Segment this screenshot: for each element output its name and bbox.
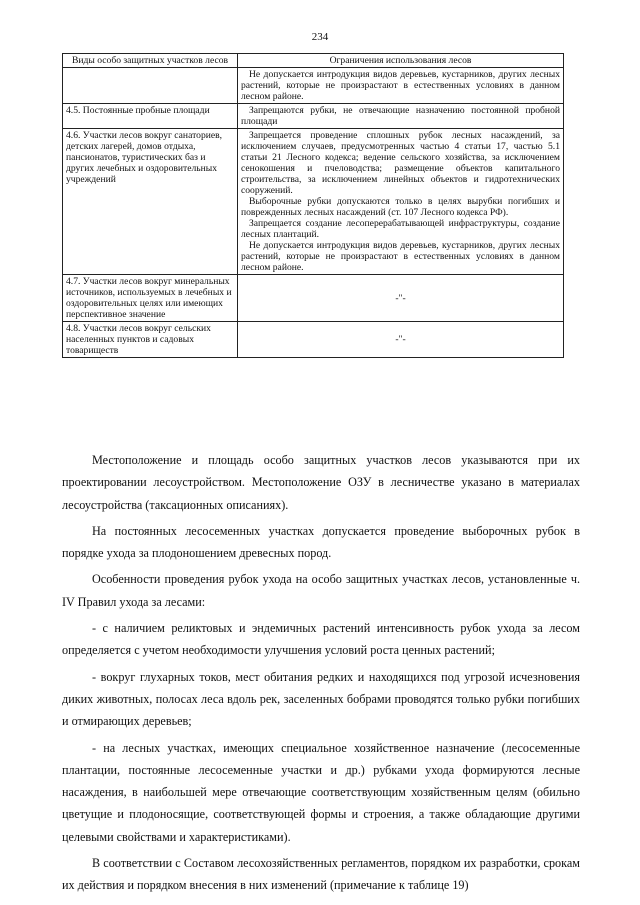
- page-number: 234: [311, 31, 329, 43]
- table-row: [63, 275, 564, 322]
- table-cell-restrictions: [238, 104, 564, 129]
- body-text: [62, 449, 580, 901]
- table-cell-type: 4.8. Участки лесов вокруг сельских населенных пунктов и садовых товариществ: [63, 322, 238, 358]
- table-row: [63, 322, 564, 358]
- paragraph: - с наличием реликтовых и эндемичных растений интенсивность рубок ухода за лесом определяется с учетом необходимости улучшения условий роста ценных растений;: [62, 621, 580, 658]
- table-row: [63, 68, 564, 104]
- paragraph: - вокруг глухарных токов, мест обитания редких и находящихся под угрозой исчезновения диких животных, полосах леса вдоль рек, заселенных бобрами проводятся только рубки погибших и отмирающих деревьев;: [62, 669, 580, 729]
- paragraph: Особенности проведения рубок ухода на особо защитных участках лесов, установленные ч. IV Правил ухода за лесами:: [62, 572, 580, 609]
- restriction-text: Не допускается интродукция видов деревьев, кустарников, других лесных растений, которые не произрастают в естественных условиях в данном лесном районе.: [241, 69, 560, 102]
- table-cell-restrictions: [238, 68, 564, 104]
- table-cell-restrictions: -"-: [238, 275, 564, 322]
- column-header-type: Виды особо защитных участков лесов: [63, 54, 238, 68]
- table-cell-restrictions: [238, 129, 564, 275]
- restriction-text: Запрещается создание лесоперерабатывающей инфраструктуры, создание лесных плантаций.: [241, 218, 560, 240]
- restrictions-table: [62, 53, 564, 358]
- table-cell-restrictions: -"-: [238, 322, 564, 358]
- table-cell-type: [63, 68, 238, 104]
- paragraph: - на лесных участках, имеющих специальное хозяйственное назначение (лесосеменные плантации, постоянные лесосеменные участки и др.) рубками ухода формируются лесные насаждения, в наибольшей мере отвечающие соответствующим хозяйственным целям (обильно цветущие и плодоносящие, соответствующей формы и строения, а также обладающие другими целевыми свойствами и характеристиками).: [62, 740, 580, 844]
- column-header-restrictions: Ограничения использования лесов: [238, 54, 564, 68]
- table-cell-type: 4.7. Участки лесов вокруг минеральных источников, используемых в лечебных и оздоровительных целях или имеющих перспективное значение: [63, 275, 238, 322]
- table-cell-type: 4.5. Постоянные пробные площади: [63, 104, 238, 129]
- paragraph: На постоянных лесосеменных участках допускается проведение выборочных рубок в порядке ухода за плодоношением древесных пород.: [62, 523, 580, 561]
- table-row: [63, 129, 564, 275]
- table-header-row: [63, 54, 564, 68]
- restriction-text: Запрещается проведение сплошных рубок лесных насаждений, за исключением случаев, предусмотренных частью 4 статьи 17, частью 5.1 статьи 21 Лесного кодекса; ведение сельского хозяйства, за исключением сенокошения и пчеловодства; размещение объектов капитального строительства, за исключением линейных объектов и гидротехнических сооружений.: [241, 130, 560, 196]
- restriction-text: Не допускается интродукция видов деревьев, кустарников, других лесных растений, которые не произрастают в естественных условиях в данном лесном районе.: [241, 240, 560, 273]
- restriction-text: Выборочные рубки допускаются только в целях вырубки погибших и поврежденных лесных насаждений (ст. 107 Лесного кодекса РФ).: [241, 196, 560, 218]
- paragraph: Местоположение и площадь особо защитных участков лесов указываются при их проектировании лесоустройством. Местоположение ОЗУ в лесничестве указано в материалах лесоустройства (таксационных описаниях).: [62, 453, 580, 512]
- table-row: [63, 104, 564, 129]
- restriction-text: Запрещаются рубки, не отвечающие назначению постоянной пробной площади: [241, 105, 560, 127]
- table-cell-type: 4.6. Участки лесов вокруг санаториев, детских лагерей, домов отдыха, пансионатов, туристических баз и других лечебных и оздоровительных учреждений: [63, 129, 238, 275]
- paragraph: В соответствии с Составом лесохозяйственных регламентов, порядком их разработки, срокам их действия и порядком внесения в них изменений (примечание к таблице 19): [62, 856, 580, 893]
